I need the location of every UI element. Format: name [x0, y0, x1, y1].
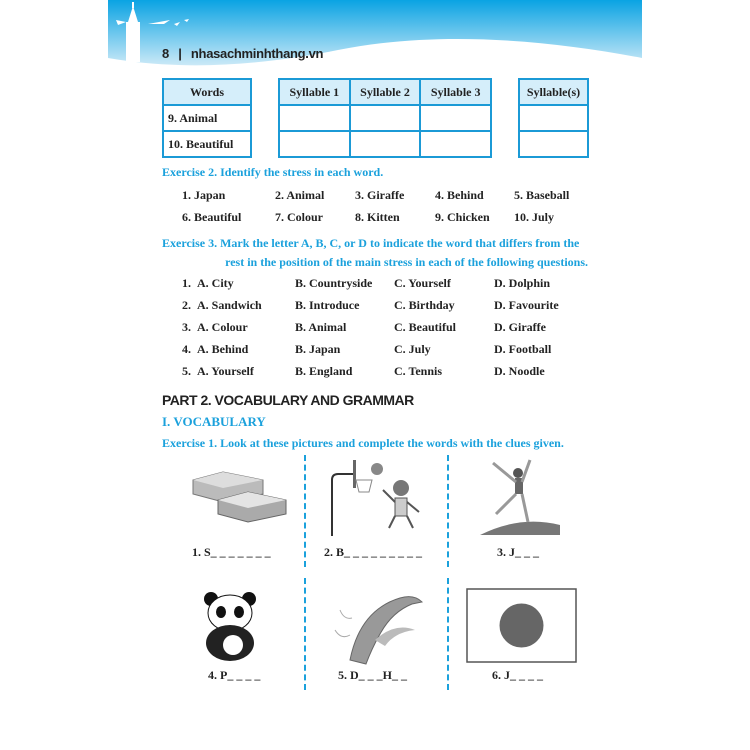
picture-label: 5. D_ _ _H_ _ [338, 668, 407, 682]
picture-label: 4. P_ _ _ _ [208, 668, 261, 682]
syllables-table [278, 78, 492, 158]
syllable-1-header: Syllable 1 [279, 79, 350, 105]
option-c[interactable]: C. Birthday [394, 298, 455, 312]
option-a[interactable]: A. City [197, 276, 234, 290]
answer-cell[interactable] [350, 105, 421, 131]
option-d[interactable]: D. Football [494, 342, 552, 356]
dolphin-picture [330, 585, 425, 665]
picture-label: 1. S_ _ _ _ _ _ _ [192, 545, 271, 559]
answer-cell[interactable] [420, 105, 491, 131]
option-d[interactable]: D. Giraffe [494, 320, 546, 334]
answer-cell[interactable] [279, 105, 350, 131]
question-number: 4. [182, 342, 191, 356]
exercise2-word: 10. July [514, 210, 555, 224]
page-number-line [162, 46, 323, 61]
option-a[interactable]: A. Colour [197, 320, 248, 334]
option-b[interactable]: B. Introduce [295, 298, 360, 312]
header-banner [108, 0, 642, 80]
question-number: 2. [182, 298, 191, 312]
answer-cell[interactable] [420, 131, 491, 157]
exercise3-title-line2: rest in the position of the main stress in each of the following questions. [225, 255, 588, 269]
answer-cell[interactable] [519, 131, 588, 157]
option-d[interactable]: D. Noodle [494, 364, 545, 378]
exercise2-word: 5. Baseball [514, 188, 570, 202]
picture-label: 3. J_ _ _ [497, 545, 539, 559]
option-c[interactable]: C. July [394, 342, 431, 356]
option-c[interactable]: C. Tennis [394, 364, 443, 378]
exercise2-word: 8. Kitten [355, 210, 400, 224]
site-name: nhasachminhthang.vn [190, 46, 324, 61]
words-header: Words [163, 79, 251, 105]
separator: | [178, 46, 182, 61]
exercise1-title: Exercise 1. Look at these pictures and complete the words with the clues given. [162, 436, 564, 450]
syllable-count-header: Syllable(s) [519, 79, 588, 105]
option-b[interactable]: B. Animal [295, 320, 347, 334]
option-d[interactable]: D. Favourite [494, 298, 559, 312]
option-a[interactable]: A. Yourself [197, 364, 254, 378]
syllable-count-table [518, 78, 589, 158]
syllable-2-header: Syllable 2 [350, 79, 421, 105]
option-a[interactable]: A. Behind [197, 342, 249, 356]
page-number: 8 [162, 46, 169, 61]
exercise2-word: 2. Animal [275, 188, 325, 202]
jumping-girl-picture [478, 458, 563, 538]
exercise2-word: 9. Chicken [435, 210, 490, 224]
option-b[interactable]: B. Japan [295, 342, 341, 356]
exercise2-title: Exercise 2. Identify the stress in each word. [162, 165, 384, 179]
option-a[interactable]: A. Sandwich [197, 298, 262, 312]
answer-cell[interactable] [350, 131, 421, 157]
part2-title: PART 2. VOCABULARY AND GRAMMAR [162, 392, 414, 408]
panda-picture [195, 585, 270, 665]
picture-label: 6. J_ _ _ _ [492, 668, 543, 682]
words-table [162, 78, 252, 158]
question-number: 5. [182, 364, 191, 378]
sandwich-picture [188, 460, 288, 540]
divider [447, 578, 449, 690]
option-d[interactable]: D. Dolphin [494, 276, 551, 290]
page-header [108, 0, 642, 80]
option-c[interactable]: C. Beautiful [394, 320, 457, 334]
exercise2-word: 4. Behind [435, 188, 484, 202]
exercise2-word: 6. Beautiful [182, 210, 242, 224]
option-c[interactable]: C. Yourself [394, 276, 451, 290]
section-title: I. VOCABULARY [162, 414, 266, 429]
picture-label: 2. B_ _ _ _ _ _ _ _ _ [324, 545, 423, 559]
divider [447, 455, 449, 567]
divider [304, 578, 306, 690]
exercise2-word: 3. Giraffe [355, 188, 405, 202]
option-b[interactable]: B. Countryside [295, 276, 373, 290]
japan-flag-picture [466, 588, 578, 664]
exercise3-title-line1: Exercise 3. Mark the letter A, B, C, or D to indicate the word that differs from the [162, 236, 580, 250]
question-number: 3. [182, 320, 191, 334]
exercise2-word: 1. Japan [182, 188, 226, 202]
basketball-picture [325, 458, 430, 543]
syllable-3-header: Syllable 3 [420, 79, 491, 105]
exercise2-word: 7. Colour [275, 210, 323, 224]
option-b[interactable]: B. England [295, 364, 353, 378]
answer-cell[interactable] [279, 131, 350, 157]
answer-cell[interactable] [519, 105, 588, 131]
word-cell: 9. Animal [163, 105, 251, 131]
divider [304, 455, 306, 567]
question-number: 1. [182, 276, 191, 290]
word-cell: 10. Beautiful [163, 131, 251, 157]
